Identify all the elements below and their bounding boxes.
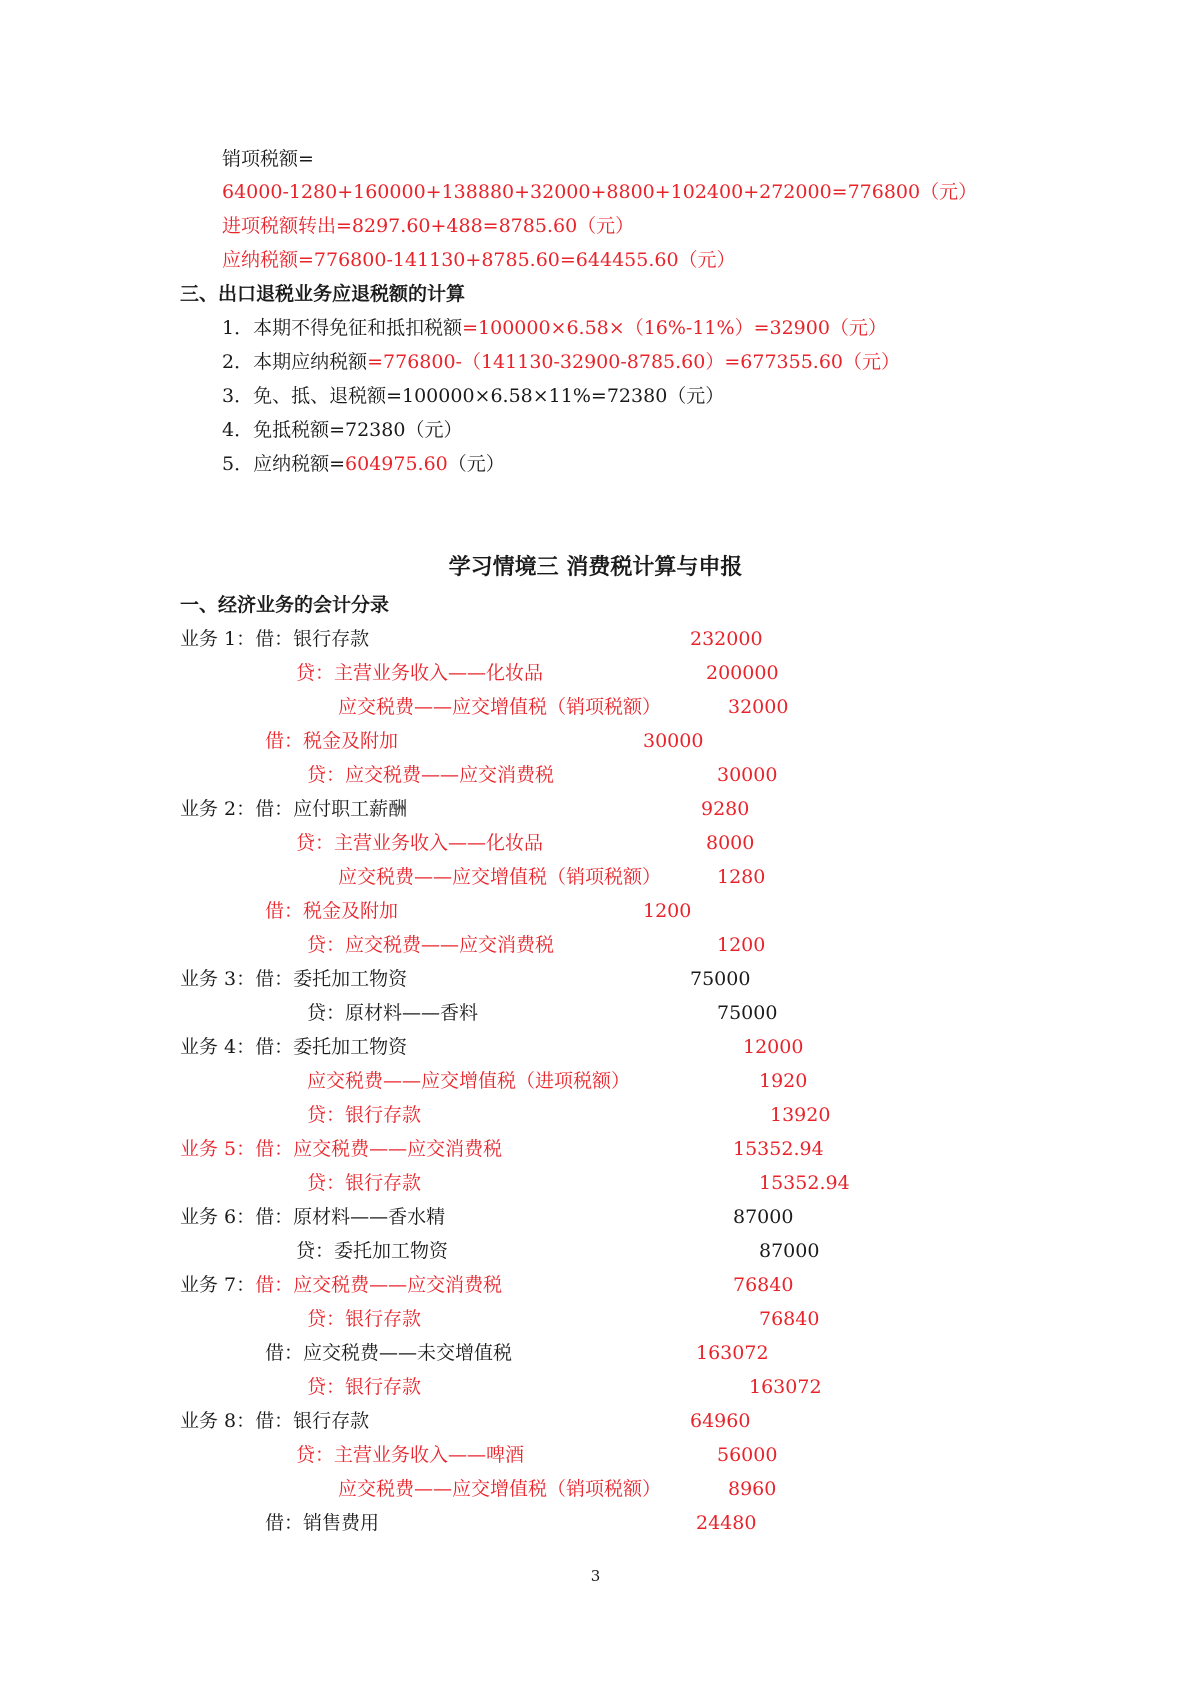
export-item-5-label: 5．应纳税额= — [222, 453, 346, 475]
entry-amount: 163072 — [749, 1376, 822, 1398]
entry-amount: 13920 — [770, 1104, 831, 1126]
entry-amount: 75000 — [690, 968, 751, 990]
entry-label: 贷：银行存款 — [307, 1376, 422, 1398]
entry-amount: 1280 — [717, 866, 766, 888]
entry-amount: 56000 — [717, 1444, 778, 1466]
entry-amount: 1200 — [717, 934, 766, 956]
output-tax-calculation: 64000-1280+160000+138880+32000+8800+102400+272000=776800（元） — [222, 181, 978, 203]
entry-amount: 87000 — [759, 1240, 820, 1262]
entry-label: 借：税金及附加 — [265, 900, 399, 922]
entry-label: 贷：委托加工物资 — [296, 1240, 449, 1262]
export-item-1-value: =100000×6.58×（16%-11%）=32900（元） — [462, 317, 887, 339]
entry-label: 应交税费——应交增值税（销项税额） — [338, 1478, 662, 1500]
entry-amount: 15352.94 — [733, 1138, 824, 1160]
entry-amount: 75000 — [717, 1002, 778, 1024]
entry-label: 借：应交税费——未交增值税 — [265, 1342, 513, 1364]
entry-amount: 76840 — [733, 1274, 794, 1296]
export-refund-heading: 三、出口退税业务应退税额的计算 — [180, 283, 466, 305]
entry-label: 业务 8：借：银行存款 — [180, 1410, 370, 1432]
entry-amount: 87000 — [733, 1206, 794, 1228]
entry-label: 贷：应交税费——应交消费税 — [307, 764, 555, 786]
entry-label: 业务 1：借：银行存款 — [180, 628, 370, 650]
entry-label: 借：税金及附加 — [265, 730, 399, 752]
entry-amount: 12000 — [743, 1036, 804, 1058]
output-tax-label: 销项税额= — [222, 148, 314, 170]
entry-amount: 8000 — [706, 832, 755, 854]
export-item-1-label: 1．本期不得免征和抵扣税额 — [222, 317, 463, 339]
page-number: 3 — [590, 1567, 601, 1585]
entry-label: 业务 2：借：应付职工薪酬 — [180, 798, 408, 820]
entry-label: 借：销售费用 — [265, 1512, 380, 1534]
export-item-2-label: 2．本期应纳税额 — [222, 351, 368, 373]
export-item-5-unit: （元） — [447, 453, 505, 475]
entry-amount: 30000 — [643, 730, 704, 752]
journal-entries-heading: 一、经济业务的会计分录 — [180, 594, 390, 616]
entry-label — [180, 1273, 502, 1297]
entry-amount: 1920 — [759, 1070, 808, 1092]
entry-label: 应交税费——应交增值税（销项税额） — [338, 696, 662, 718]
entry-amount: 163072 — [696, 1342, 769, 1364]
entry-label: 贷：银行存款 — [307, 1308, 422, 1330]
entry-amount: 1200 — [643, 900, 692, 922]
export-item-2 — [222, 350, 900, 374]
entry-amount: 15352.94 — [759, 1172, 850, 1194]
export-item-1 — [222, 316, 887, 340]
entry-amount: 232000 — [690, 628, 763, 650]
entry-prefix: 业务 7： — [180, 1274, 256, 1296]
entry-label: 应交税费——应交增值税（进项税额） — [307, 1070, 631, 1092]
entry-amount: 9280 — [701, 798, 750, 820]
entry-amount: 32000 — [728, 696, 789, 718]
entry-label: 业务 3：借：委托加工物资 — [180, 968, 408, 990]
entry-amount: 76840 — [759, 1308, 820, 1330]
tax-payable: 应纳税额=776800-141130+8785.60=644455.60（元） — [222, 249, 736, 271]
section-title: 学习情境三 消费税计算与申报 — [448, 554, 743, 580]
export-item-3: 3．免、抵、退税额=100000×6.58×11%=72380（元） — [222, 385, 725, 407]
export-item-5-value: 604975.60 — [345, 453, 448, 475]
entry-amount: 8960 — [728, 1478, 777, 1500]
entry-amount: 24480 — [696, 1512, 757, 1534]
entry-label: 业务 6：借：原材料——香水精 — [180, 1206, 446, 1228]
entry-label: 贷：应交税费——应交消费税 — [307, 934, 555, 956]
entry-amount: 30000 — [717, 764, 778, 786]
entry-label: 贷：主营业务收入——啤酒 — [296, 1444, 525, 1466]
entry-label: 贷：主营业务收入——化妆品 — [296, 832, 544, 854]
entry-amount: 200000 — [706, 662, 779, 684]
entry-text: 借：应交税费——应交消费税 — [255, 1274, 503, 1296]
entry-amount: 64960 — [690, 1410, 751, 1432]
entry-label: 贷：银行存款 — [307, 1172, 422, 1194]
entry-label: 业务 5：借：应交税费——应交消费税 — [180, 1138, 503, 1160]
entry-label: 贷：主营业务收入——化妆品 — [296, 662, 544, 684]
entry-label: 贷：原材料——香料 — [307, 1002, 479, 1024]
input-tax-transfer: 进项税额转出=8297.60+488=8785.60（元） — [222, 215, 635, 237]
entry-label: 业务 4：借：委托加工物资 — [180, 1036, 408, 1058]
export-item-4: 4．免抵税额=72380（元） — [222, 419, 463, 441]
entry-label: 贷：银行存款 — [307, 1104, 422, 1126]
export-item-2-value: =776800-（141130-32900-8785.60）=677355.60（元） — [367, 351, 901, 373]
export-item-5 — [222, 452, 505, 476]
entry-label: 应交税费——应交增值税（销项税额） — [338, 866, 662, 888]
